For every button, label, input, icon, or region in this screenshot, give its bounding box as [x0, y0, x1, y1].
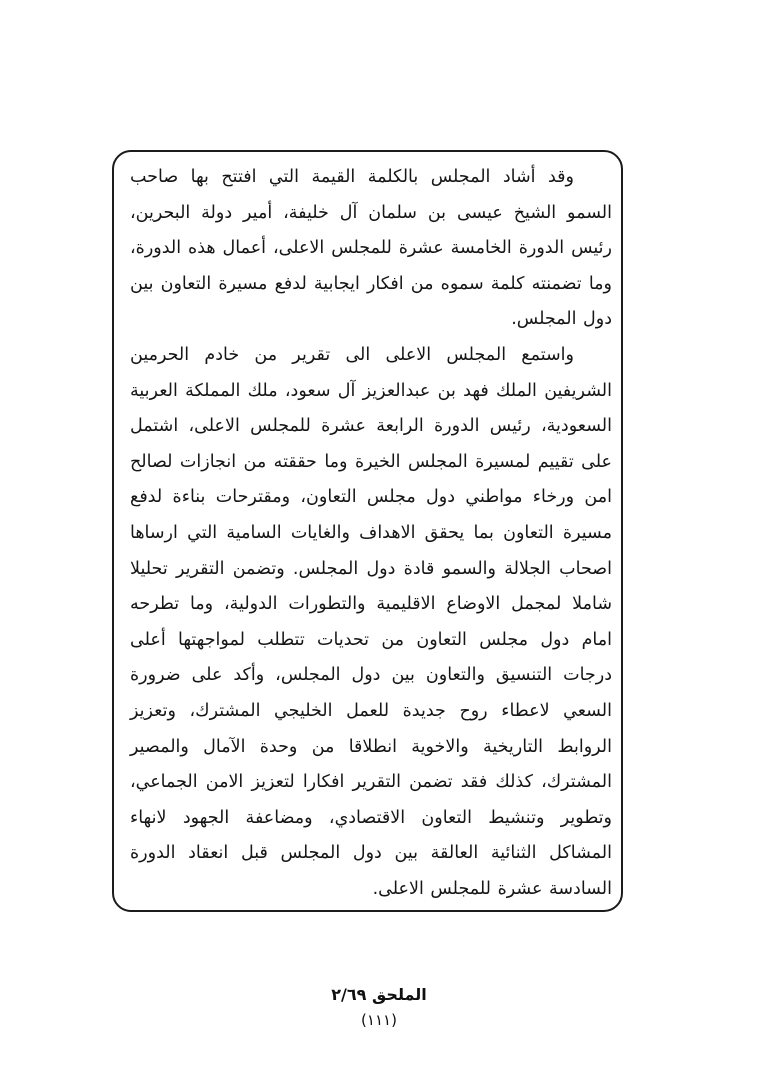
body-paragraph-opening-speech: وقد أشاد المجلس بالكلمة القيمة التي افتتح بها صاحب السمو الشيخ عيسى بن سلمان آل خليفة، أمير دولة البحرين، رئيس الدورة الخامسة عشرة للمجلس الاعلى، أعمال هذه الدورة، وما تضمنته كلمة سموه من افكار ايجابية لدفع مسيرة التعاون بين دول المجلس.	[130, 167, 612, 330]
bordered-text-box	[112, 150, 623, 912]
page-footer	[0, 984, 758, 1030]
page-number: (١١١)	[361, 1011, 397, 1029]
body-paragraph-kuwait-letter	[130, 907, 612, 912]
body-paragraph-king-fahd-report: واستمع المجلس الاعلى الى تقرير من خادم الحرمين الشريفين الملك فهد بن عبدالعزيز آل سعود، ملك المملكة العربية السعودية، رئيس الدورة الرابعة عشرة للمجلس الاعلى، اشتمل على تقييم لمسيرة المجلس الخيرة وما حققته من انجازات لصالح امن ورخاء مواطني دول مجلس التعاون، ومقترحات بناءة لدفع مسيرة التعاون بما يحقق الاهداف والغايات السامية التي ارساها اصحاب الجلالة والسمو قادة دول المجلس. وتضمن التقرير تحليلا شاملا لمجمل الاوضاع الاقليمية والتطورات الدولية، وما تطرحه امام دول مجلس التعاون من تحديات تتطلب لمواجهتها أعلى درجات التنسيق والتعاون بين دول المجلس، وأكد على ضرورة السعي لاعطاء روح جديدة للعمل الخليجي المشترك، وتعزيز الروابط التاريخية والاخوية انطلاقا من وحدة الآمال والمصير المشترك، كذلك فقد تضمن التقرير افكارا لتعزيز الامن الجماعي، وتطوير وتنشيط التعاون الاقتصادي، ومضاعفة الجهود لانهاء المشاكل الثنائية العالقة بين دول المجلس قبل انعقاد الدورة السادسة عشرة للمجلس الاعلى.	[130, 344, 612, 899]
annex-label: الملحق ٢/٦٩	[331, 985, 427, 1004]
